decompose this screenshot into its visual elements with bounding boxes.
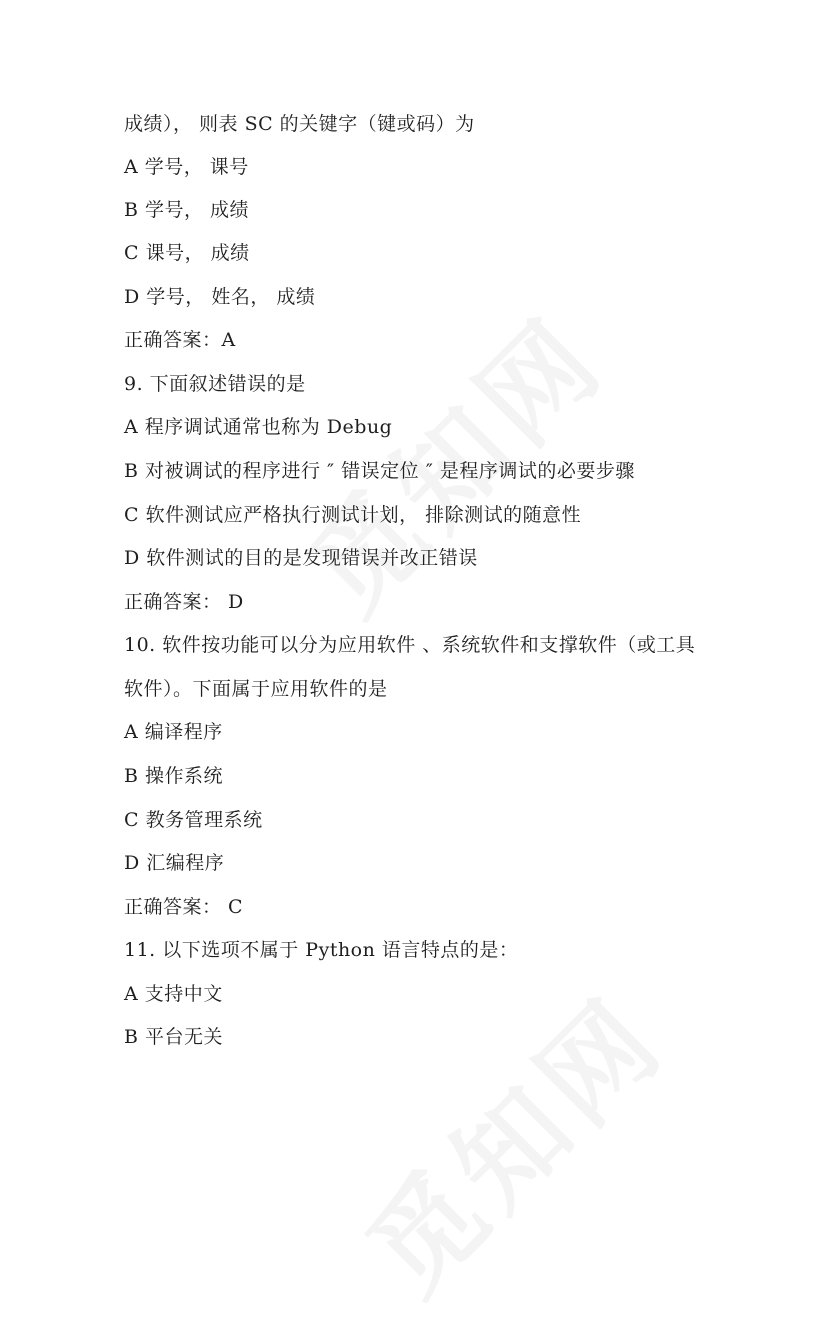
option-a: A 程序调试通常也称为 Debug [124,416,393,438]
watermark-bottom [327,956,693,1322]
option-a: A 支持中文 [124,983,223,1005]
question-8-continuation: 成绩）， 则表 SC 的关键字（键或码）为 [124,113,475,135]
option-b: B 操作系统 [124,765,224,787]
answer-8: 正确答案：A [124,329,236,351]
answer-10: 正确答案： C [124,896,244,918]
option-c: C 教务管理系统 [124,809,263,831]
option-d: D 学号， 姓名， 成绩 [124,286,316,308]
option-c: C 软件测试应严格执行测试计划， 排除测试的随意性 [124,504,582,526]
question-11: 11. 以下选项不属于 Python 语言特点的是： [124,939,519,961]
option-b: B 对被调试的程序进行 ″ 错误定位 ″ 是程序调试的必要步骤 [124,460,635,482]
option-b: B 平台无关 [124,1026,224,1048]
option-a: A 学号， 课号 [124,156,249,178]
question-10-continuation: 软件）。下面属于应用软件的是 [124,678,388,700]
option-a: A 编译程序 [124,721,223,743]
option-d: D 汇编程序 [124,852,225,874]
option-c: C 课号， 成绩 [124,242,250,264]
option-b: B 学号， 成绩 [124,199,250,221]
option-d: D 软件测试的目的是发现错误并改正错误 [124,547,478,569]
answer-9: 正确答案： D [124,591,244,613]
question-9: 9. 下面叙述错误的是 [124,373,306,395]
question-10: 10. 软件按功能可以分为应用软件 、系统软件和支撑软件（或工具 [124,634,696,656]
